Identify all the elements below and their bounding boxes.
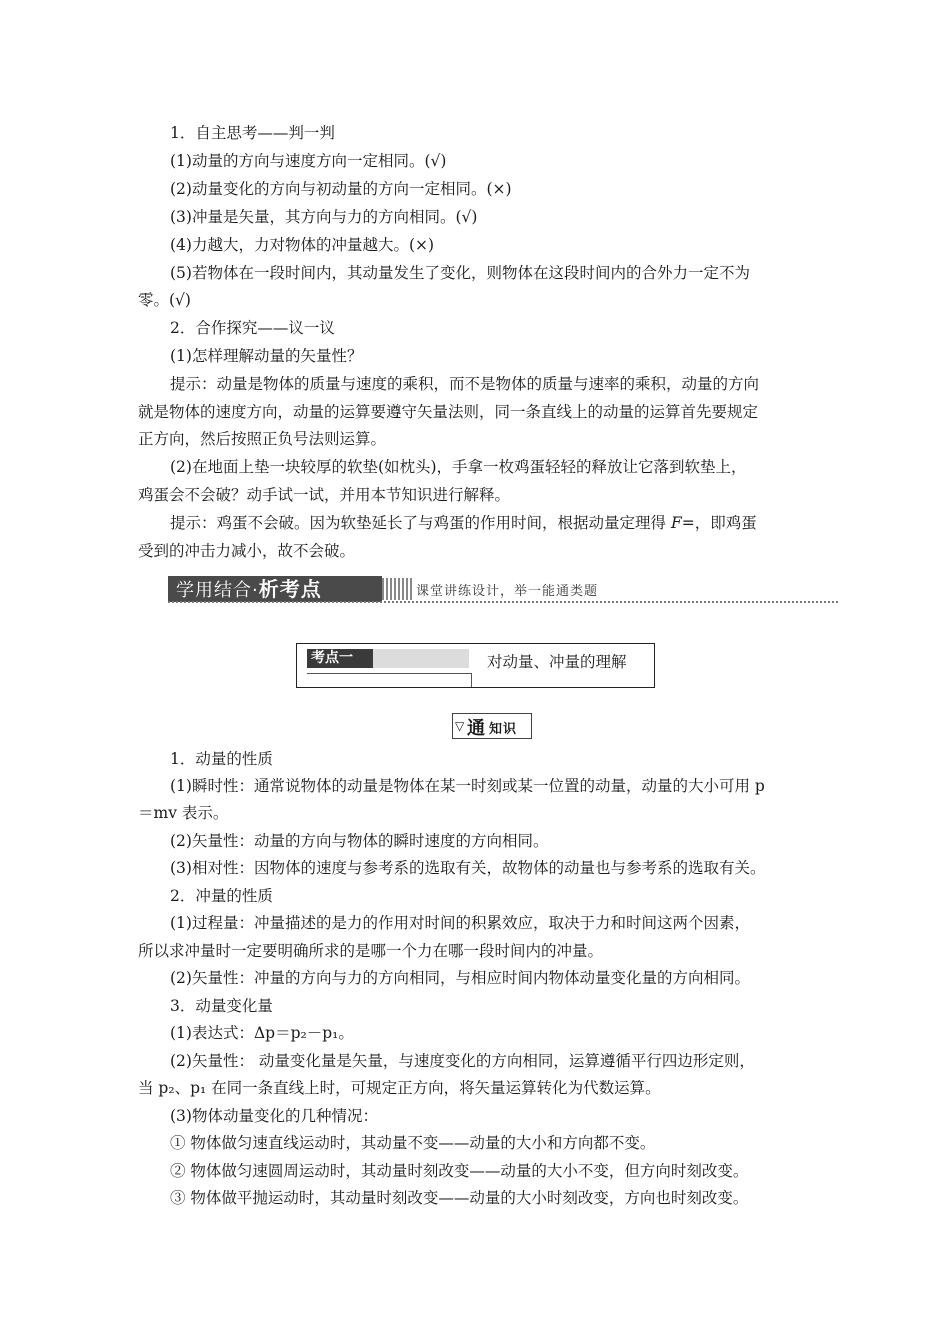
answer-2-post: =，即鸡蛋 [681,514,757,532]
knowledge-3-1: (1)表达式：Δp＝p₂－p₁。 [170,1024,354,1042]
banner-dots [382,578,412,600]
knowledge-1-1b: ＝mv 表示。 [138,804,229,822]
tong-label: 通 [467,718,485,739]
knowledge-2-2: (2)矢量性：冲量的方向与力的方向相同，与相应时间内物体动量变化量的方向相同。 [170,969,750,987]
question-1: (1)怎样理解动量的矢量性？ [170,347,363,365]
knowledge-1-1a: (1)瞬时性：通常说物体的动量是物体在某一时刻或某一位置的动量，动量的大小可用 p [170,777,765,795]
answer-1-line-2: 就是物体的速度方向，动量的运算要遵守矢量法则，同一条直线上的动量的运算首先要规定 [138,403,759,421]
judge-item-1: (1)动量的方向与速度方向一定相同。(√) [170,152,447,170]
banner-title [168,576,382,602]
banner-subtitle: 课堂讲练设计，举一能通类题 [416,584,599,599]
knowledge-heading-1: 1．动量的性质 [170,750,273,768]
knowledge-2-1b: 所以求冲量时一定要明确所求的是哪一个力在哪一段时间内的冲量。 [138,942,604,960]
heading-discuss: 2．合作探究——议一议 [170,319,335,337]
knowledge-1-3: (3)相对性：因物体的速度与参考系的选取有关，故物体的动量也与参考系的选取有关。 [170,859,766,877]
judge-item-2: (2)动量变化的方向与初动量的方向一定相同。(×) [170,180,512,198]
kaodian-divider [471,673,472,687]
kaodian-underline [307,673,471,674]
question-2-line-1: (2)在地面上垫一块较厚的软垫(如枕头)，手拿一枚鸡蛋轻轻的释放让它落到软垫上， [170,458,747,476]
knowledge-3-2a: (2)矢量性： 动量变化量是矢量，与速度变化的方向相同，运算遵循平行四边形定则， [170,1052,755,1070]
triangle-icon: ▽ [455,719,465,733]
answer-1-line-1: 提示：动量是物体的质量与速度的乘积，而不是物体的质量与速率的乘积，动量的方向 [170,375,760,393]
zhishi-label: 知识 [489,722,518,737]
kaodian-shade [373,649,469,668]
knowledge-heading-2: 2．冲量的性质 [170,887,273,905]
kaodian-tag: 考点一 [307,649,373,668]
answer-1-line-3: 正方向，然后按照正负号法则运算。 [138,430,387,448]
banner-title-b: 析考点 [258,577,322,601]
judge-item-5-cont: 零。(√) [138,291,191,309]
knowledge-1-2: (2)矢量性：动量的方向与物体的瞬时速度的方向相同。 [170,832,549,850]
knowledge-3-3: (3)物体动量变化的几种情况： [170,1107,378,1125]
banner-rule [168,601,840,603]
answer-2-line-2: 受到的冲击力减小，故不会破。 [138,542,356,560]
kaodian-box [296,643,655,688]
question-2-line-2: 鸡蛋会不会破？动手试一试，并用本节知识进行解释。 [138,486,511,504]
knowledge-3-2b: 当 p₂、p₁ 在同一条直线上时，可规定正方向，将矢量运算转化为代数运算。 [138,1079,661,1097]
answer-2-force-symbol: F [670,514,682,532]
judge-item-5: (5)若物体在一段时间内，其动量发生了变化，则物体在这段时间内的合外力一定不为 [170,264,750,282]
case-3: ③ 物体做平抛运动时，其动量时刻改变——动量的大小时刻改变，方向也时刻改变。 [170,1189,749,1207]
section-banner [168,576,840,602]
judge-item-3: (3)冲量是矢量，其方向与力的方向相同。(√) [170,208,478,226]
judge-item-4: (4)力越大，力对物体的冲量越大。(×) [170,236,435,254]
knowledge-2-1a: (1)过程量：冲量描述的是力的作用对时间的积累效应，取决于力和时间这两个因素， [170,914,750,932]
knowledge-heading-3: 3．动量变化量 [170,997,273,1015]
tong-zhishi-badge [452,713,532,739]
heading-self-think: 1．自主思考——判一判 [170,124,335,142]
case-2: ② 物体做匀速圆周运动时，其动量时刻改变——动量的大小不变，但方向时刻改变。 [170,1162,749,1180]
kaodian-title: 对动量、冲量的理解 [487,653,627,671]
banner-title-a: 学用结合· [176,580,259,601]
case-1: ① 物体做匀速直线运动时，其动量不变——动量的大小和方向都不变。 [170,1134,656,1152]
answer-2-line-1 [170,513,814,533]
answer-2-pre: 提示：鸡蛋不会破。因为软垫延长了与鸡蛋的作用时间，根据动量定理得 [170,514,671,532]
